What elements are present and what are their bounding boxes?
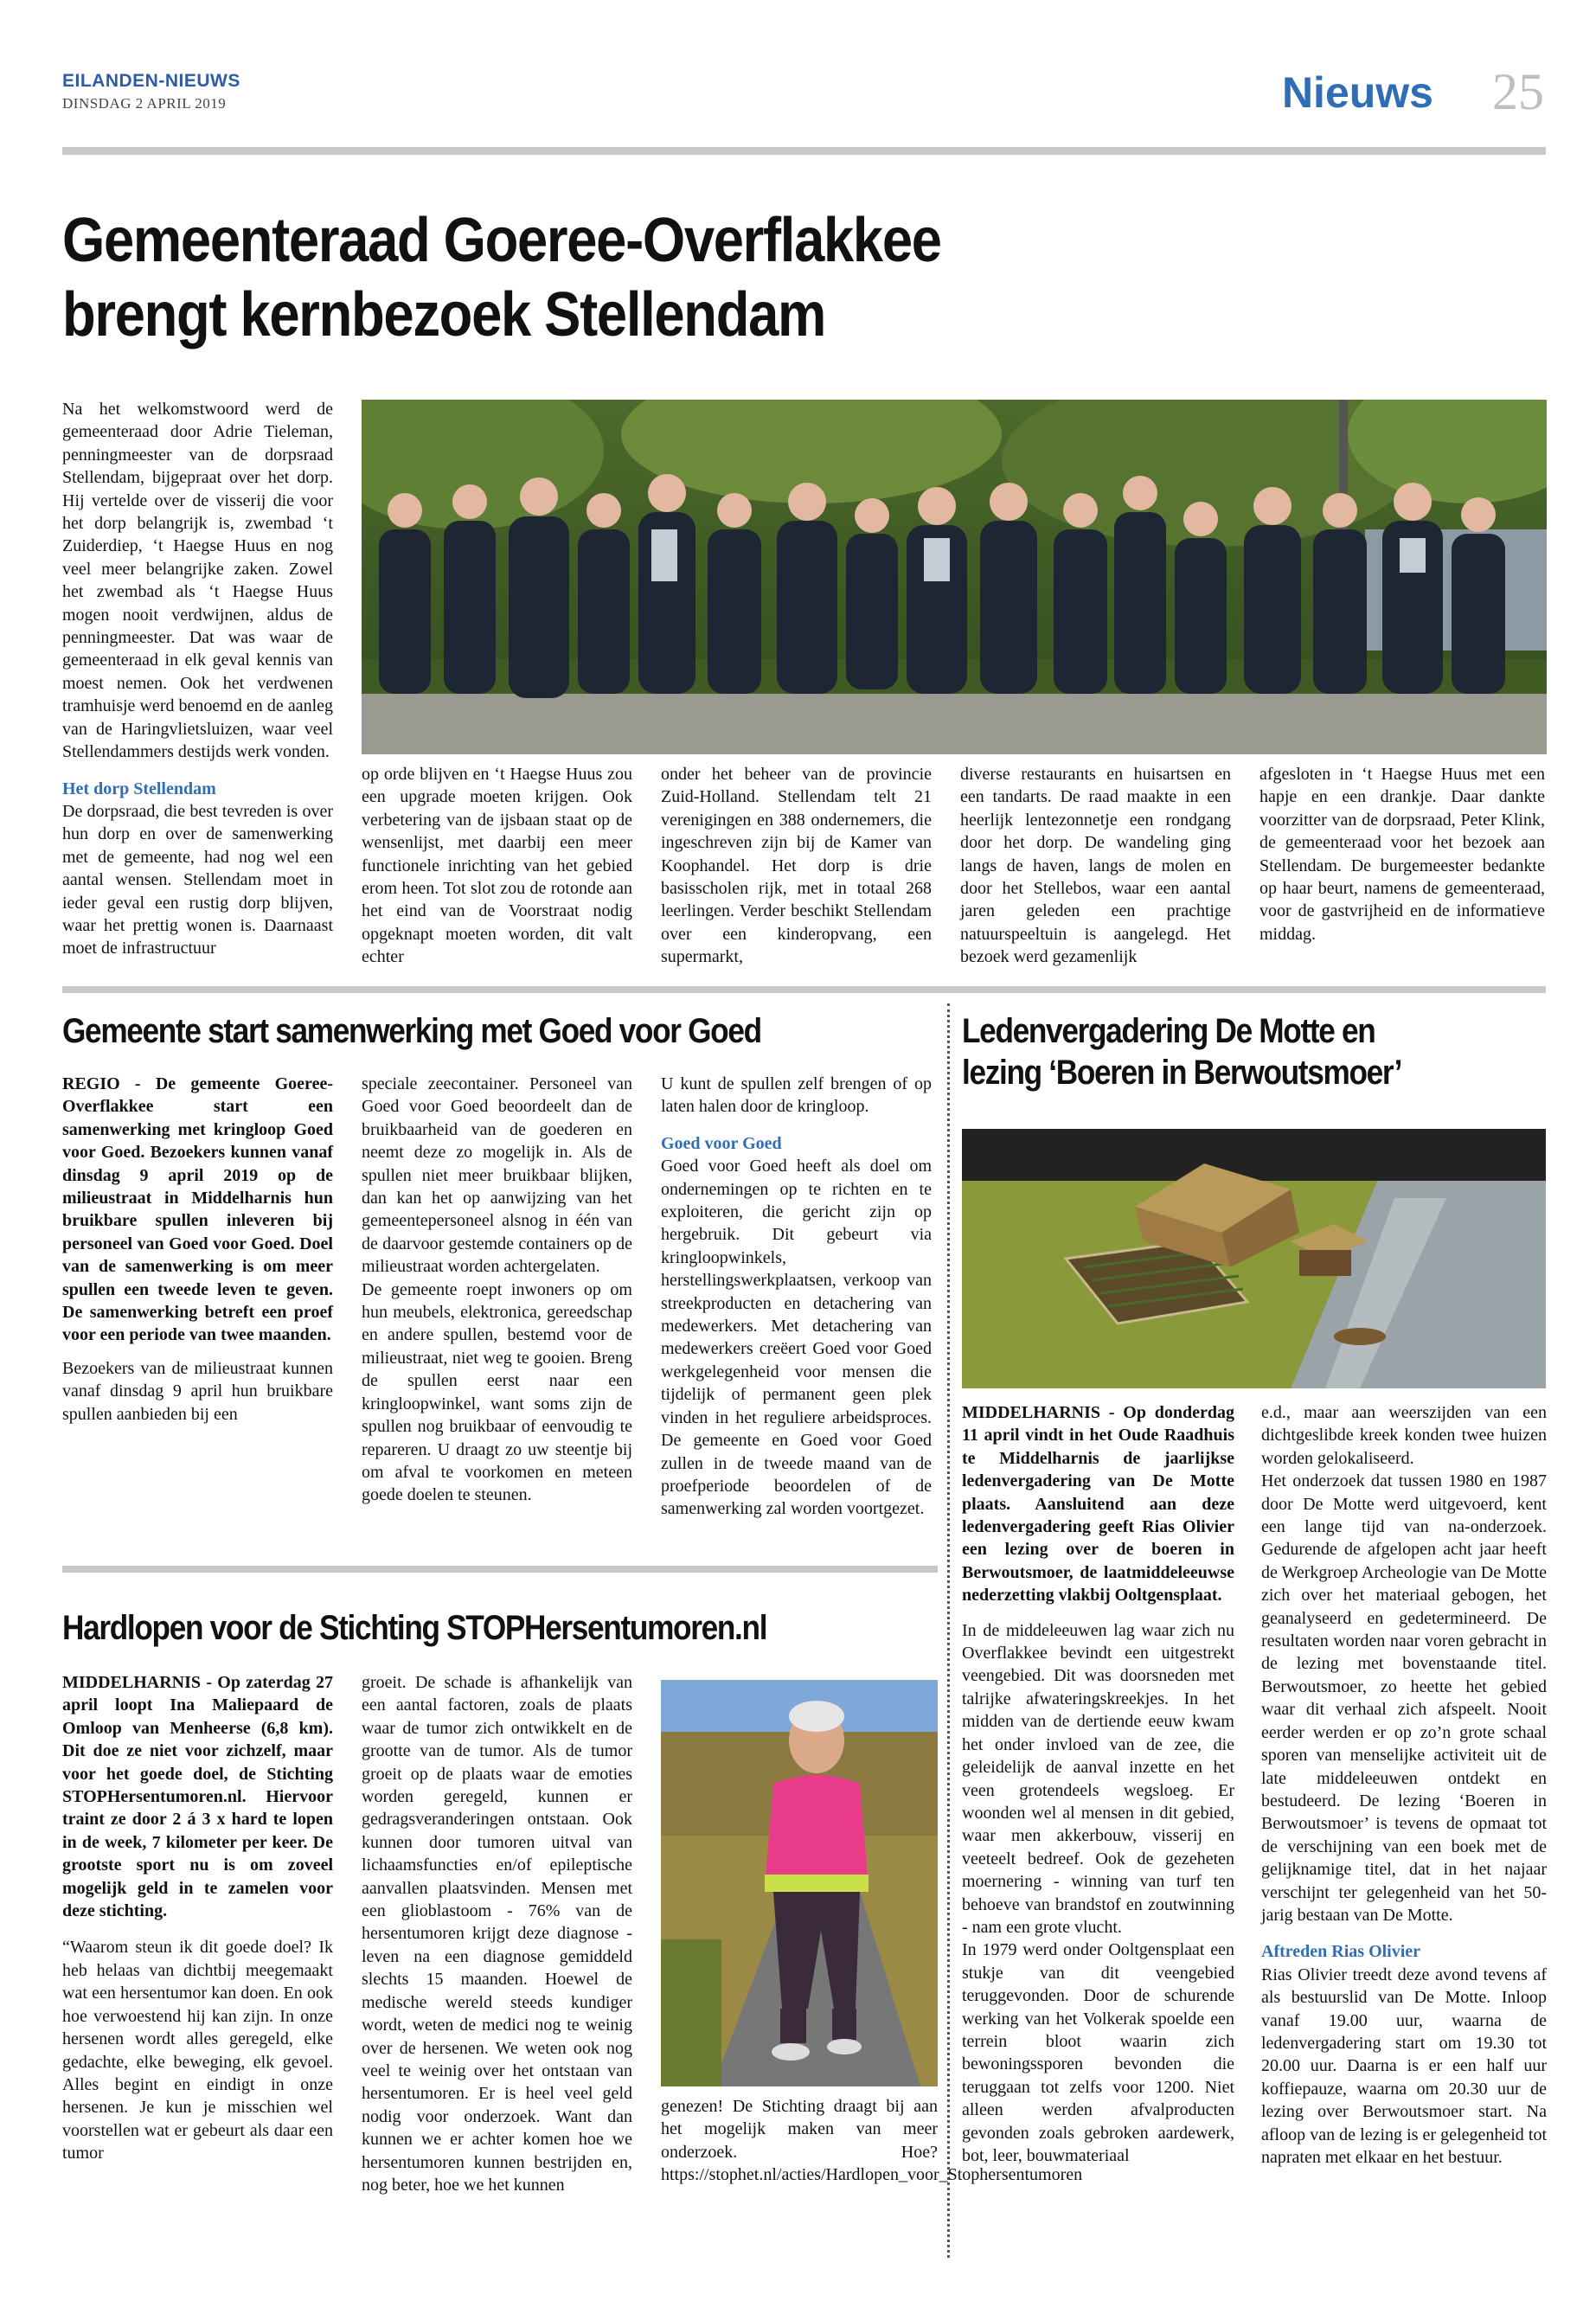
article4-headline (962, 1010, 1401, 1093)
article1-col3 (661, 763, 932, 969)
article2-col3 (661, 1073, 932, 1521)
runner-photo (661, 1680, 938, 2086)
article2-col2 (362, 1073, 632, 1507)
article3-col3-text: genezen! De Stichting draagt bij aan het mogelijk maken van meer onderzoek. Hoe? https://stophet.nl/acties/Hardlopen_voor_Stophersentumoren (661, 2097, 1083, 2185)
article1-col1-text: De dorpsraad, die best tevreden is over hun dorp en over de samenwerking met de gemeente, had nog wel een aantal wensen. Stellendam moet in ieder geval een rustig dorp blijven, waar het prettig wonen is. Daarnaast moet de infrastructuur (62, 801, 333, 958)
article2-col1 (62, 1073, 333, 1426)
article3-col1 (62, 1671, 333, 2165)
article1-col2 (362, 763, 632, 969)
article4-lead: MIDDELHARNIS - Op donderdag 11 april vindt in het Oude Raadhuis te Middelharnis de jaarlijkse ledenvergadering van De Motte plaats. Aansluitend aan deze ledenvergadering geeft Rias Olivier een lezing over de boeren in Berwoutsmoer, de laatmiddeleeuwse nederzetting vlakbij Ooltgensplaat. (962, 1403, 1234, 1606)
article1-subhead: Het dorp Stellendam (62, 779, 216, 798)
column-divider (947, 1003, 950, 2258)
article3-col3 (661, 2095, 1083, 2187)
article2-headline: Gemeente start samenwerking met Goed voor Goed (62, 1012, 761, 1050)
article4-col2-p1: e.d., maar aan weerszijden van een dichtgeslibde kreek konden twee huizen worden gelokaliseerd. (1261, 1403, 1547, 1468)
article3-col1-text: “Waarom steun ik dit goede doel? Ik heb helaas van dichtbij meegemaakt wat een hersentumor kan doen. En ook hoe verwoestend hij kan zijn. In onze hersenen wordt alles geregeld, elke gedachte, elke beweging, elk gevoel. Alles begint en eindigt in onze hersenen. Je kun je misschien wel voorstellen wat er gebeurt als daar een tumor (62, 1938, 333, 2163)
article4-col2 (1261, 1401, 1547, 2169)
article4-col2-p3: Rias Olivier treedt deze avond tevens af als bestuurslid van De Motte. Inloop vanaf 19.00 uur, waarna de ledenvergadering start om 19.30 tot 20.00 uur. Daarna is er een half uur koffiepauze, waarna om 20.30 uur de lezing over Berwoutsmoer start. Na afloop van de lezing is er gelegenheid tot napraten met elkaar en het bestuur. (1261, 1965, 1547, 2167)
article3-col2-text: groeit. De schade is afhankelijk van een aantal factoren, zoals de plaats waar de tumor zich ontwikkelt en de grootte van de tumor. Als de tumor groeit op de plaats waar de emoties worden geregeld, kunnen er gedragsveranderingen ontstaan. Ook kunnen door tumoren uitval van lichaamsfuncties en/of epileptische aanvallen plaatsvinden. Mensen met een glioblastoom - 76% van de hersentumoren krijgt deze diagnose - leven na een diagnose gemiddeld slechts 15 maanden. Hoewel de medische wereld steeds kundiger wordt, weten de medici nog te weinig over de hersenen. We weten ook nog veel te weinig over het ontstaan van hersentumoren. Er is heel veel geld nodig voor onderzoek. Want dan kunnen we er achter komen hoe we hersentumoren kunnen bestrijden en, nog beter, hoe we het kunnen (362, 1673, 632, 2195)
article3-headline: Hardlopen voor de Stichting STOPHersentumoren.nl (62, 1609, 767, 1647)
article1-intro: Na het welkomstwoord werd de gemeenteraad door Adrie Tieleman, penningmeester van de dorpsraad Stellendam, bijgepraat over het dorp. Hij vertelde over de visserij die voor het dorp belangrijk is, zwembad ‘t Zuiderdiep, ‘t Haegse Huus en nog veel meer belangrijke zaken. Zowel het zwembad als ‘t Haegse Huus mogen nooit verdwijnen, aldus de penningmeester. Dat was waar de gemeenteraad in elk geval kennis van moest nemen. Ook het verdwenen tramhuisje werd benoemd en de aanleg van de Haringvlietsluizen, waar veel Stellendammers destijds werk vonden. (62, 400, 333, 762)
article1-col5 (1259, 763, 1545, 945)
article2-col2-p1: speciale zeecontainer. Personeel van Goed voor Goed beoordeelt dan de bruikbaarheid van de goederen en neemt deze zo mogelijk in. Als de spullen niet meer bruikbaar blijken, dan kan het op aanwijzing van het gemeentepersoneel alsnog in één van de daarvoor gestemde containers op de milieustraat worden achtergelaten. (362, 1074, 632, 1277)
article2-col3-p1: U kunt de spullen zelf brengen of op laten halen door de kringloop. (661, 1074, 932, 1117)
article4-col1-p1: In de middeleeuwen lag waar zich nu Overflakkee bevindt een uitgestrekt veengebied. Dit was doorsneden met talrijke afwateringskreekjes. In het midden van de dertiende eeuw kwam het onder invloed van de zee, die geleidelijk de aanval inzette en het veen grotendeels wegsloeg. Er woonden wel al mensen in dit gebied, waar men akkerbouw, visserij en veeteelt bedreef. Ook de gezeheten moernering - winning van turf ten behoeve van brandstof en zoutwinning - nam een grote vlucht. (962, 1620, 1234, 1937)
article1-col4 (960, 763, 1231, 969)
article2-col1-text: Bezoekers van de milieustraat kunnen vanaf dinsdag 9 april hun bruikbare spullen aanbieden bij een (62, 1358, 333, 1424)
article1-col1 (62, 398, 333, 960)
section-label: Nieuws (1281, 68, 1433, 117)
article4-subhead: Aftreden Rias Olivier (1261, 1942, 1421, 1962)
article4-col1-p2: In 1979 werd onder Ooltgensplaat een stukje van dit veengebied teruggevonden. Door de schurende werking van het Volkerak spoelde een terrein bloot waarin zich bewoningssporen bevonden die teruggaan tot zelfs voor 1200. Niet alleen werden afvalproducten gevonden zoals gebroken aardewerk, bot, leer, bouwmateriaal (962, 1940, 1234, 2165)
article4-headline-line1: Ledenvergadering De Motte en (962, 1012, 1375, 1050)
article1-col4-text: diverse restaurants en huisartsen en een tandarts. De raad maakte in een heerlijk lentezonnetje een rondgang door het dorp. De wandeling ging langs de haven, langs de molen en door het Stellebos, waar een aantal jaren geleden een prachtige natuurspeeltuin is aangelegd. Het bezoek werd gezamenlijk (960, 765, 1231, 967)
article3-rule (62, 1566, 938, 1573)
article2-subhead: Goed voor Goed (661, 1133, 782, 1153)
article2-col2-p2: De gemeente roept inwoners op om hun meubels, elektronica, gereedschap en andere spullen, bestemd voor de milieustraat, niet weg te gooien. Breng de spullen eerst naar een kringloopwinkel, want soms zijn de spullen nog bruikbaar of eenvoudig te repareren. U draagt zo uw steentje bij om afval te voorkomen en meteen goede doelen te steunen. (362, 1279, 632, 1505)
article4-col1 (962, 1401, 1234, 2167)
article1-col3-text: onder het beheer van de provincie Zuid-Holland. Stellendam telt 21 verenigingen en 388 ondernemers, die ingeschreven zijn bij de Kamer van Koophandel. Het dorp is drie basisscholen rijk, met in totaal 268 leerlingen. Verder beschikt Stellendam over een kinderopvang, een supermarkt, (661, 765, 932, 967)
article4-headline-line2: lezing ‘Boeren in Berwoutsmoer’ (962, 1054, 1402, 1092)
article1-col5-text: afgesloten in ‘t Haegse Huus met een hapje en een drankje. Daar dankte voorzitter van de dorpsraad, Peter Klink, de gemeenteraad voor het bezoek aan Stellendam. De burgemeester bedankte op haar beurt, namens de gemeenteraad, voor de gastvrijheid en de informatieve middag. (1259, 765, 1545, 944)
header-rule (62, 147, 1546, 155)
issue-date: DINSDAG 2 APRIL 2019 (62, 95, 227, 112)
group-photo-image (362, 400, 1547, 754)
masthead-title: EILANDEN-NIEUWS (62, 71, 240, 91)
article1-headline (62, 203, 1128, 352)
article1-headline-line2: brengt kernbezoek Stellendam (62, 280, 826, 349)
page-number: 25 (1492, 63, 1544, 120)
article3-lead: MIDDELHARNIS - Op zaterdag 27 april loopt Ina Maliepaard de Omloop van Menheerse (6,8 km). Dit doe ze niet voor zichzelf, maar voor het goede doel, de Stichting STOPHersentumoren.nl. Hiervoor traint ze door 2 á 3 x hard te lopen in de week, 7 kilometer per keer. De grootste sport nu is om zoveel mogelijk geld in te zamelen voor deze stichting. (62, 1673, 333, 1921)
diorama-photo-image (962, 1129, 1546, 1388)
article2-lead: REGIO - De gemeente Goeree-Overflakkee start een samenwerking met kringloop Goed voor Goed. Bezoekers kunnen vanaf dinsdag 9 april 2019 op de milieustraat in Middelharnis hun bruikbare spullen inleveren bij personeel van Goed voor Goed. Doel van de samenwerking is om meer spullen een tweede leven te geven. De samenwerking betreft een proef voor een periode van twee maanden. (62, 1074, 333, 1345)
section-rule (62, 986, 1546, 993)
article2-col3-p2: Goed voor Goed heeft als doel om ondernemingen op te richten en te exploiteren, die gericht zijn op hergebruik. Dit gebeurt via kringloopwinkels, herstellingswerkplaatsen, verkoop van streekproducten en detachering van medewerkers. Met detachering van medewerkers creëert Goed voor Goed werkgelegenheid voor mensen die tijdelijk of permanent geen plek vinden in het reguliere arbeidsproces. De gemeente en Goed voor Goed zullen in de tweede maand van de proefperiode beoordelen of de samenwerking zal worden voortgezet. (661, 1157, 932, 1519)
article1-col2-text: op orde blijven en ‘t Haegse Huus zou een upgrade moeten krijgen. Ook verbetering van de ijsbaan staat op de wensenlijst, met daarbij een meer functionele inrichting van het gebied erom heen. Tot slot zou de rotonde aan het eind van de Voorstraat nodig opgeknapt moeten worden, dit valt echter (362, 765, 632, 967)
diorama-photo (962, 1129, 1546, 1388)
article3-col2 (362, 1671, 632, 2196)
article4-col2-p2: Het onderzoek dat tussen 1980 en 1987 door De Motte werd uitgevoerd, kent een lange tijd van na-onderzoek. Gedurende de afgelopen acht jaar heeft de Werkgroep Archeologie van De Motte zich over het materiaal gebogen, het geanalyseerd en gedetermineerd. De resultaten worden naar voren gebracht in de lezing met bovenstaande titel. Berwoutsmoer, zo heette het gebied waar dit verhaal zich afspeelt. Nooit eerder werden er op zo’n grote schaal sporen van menselijke activiteit uit de late middeleeuwen ontdekt en bestudeerd. De lezing ‘Boeren in Berwoutsmoer’ is tevens de opmaat tot de verschijning van een boek met de gelijknamige titel, dat in het najaar verschijnt ter gelegenheid van het 50-jarig bestaan van De Motte. (1261, 1471, 1547, 1925)
masthead (62, 71, 253, 112)
runner-photo-image (661, 1680, 938, 2086)
group-photo (362, 400, 1547, 754)
article1-headline-line1: Gemeenteraad Goeree-Overflakkee (62, 206, 941, 275)
